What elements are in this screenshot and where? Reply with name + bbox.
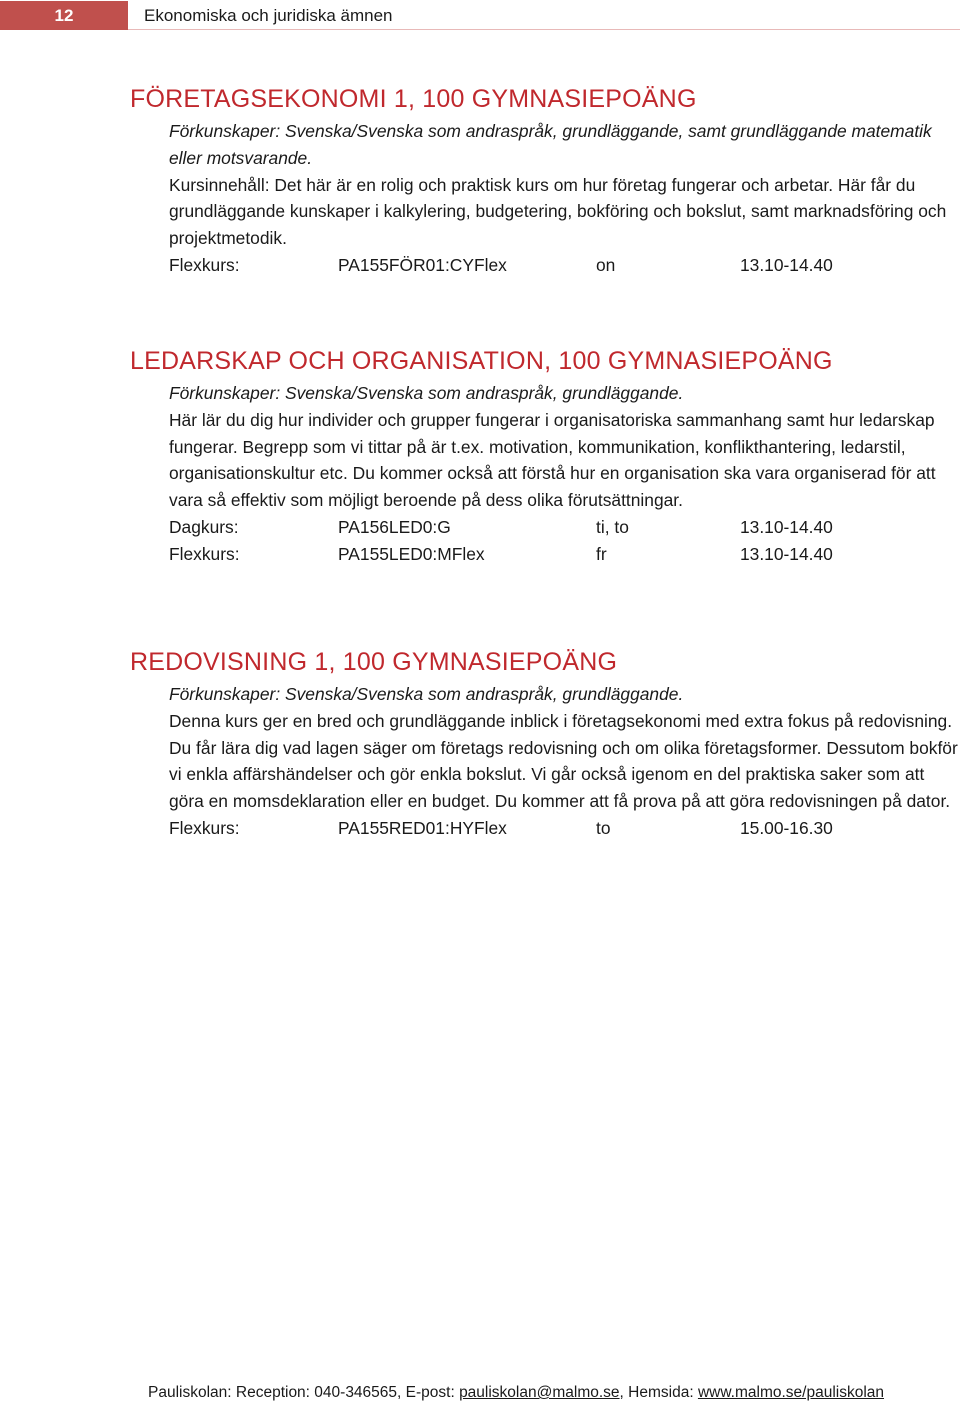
schedule-day: on <box>596 254 616 275</box>
schedule-type: Flexkurs: <box>169 543 240 564</box>
course-section-redovisning <box>130 647 958 842</box>
course-prerequisites: Förkunskaper: Svenska/Svenska som andraspråk, grundläggande. <box>169 383 684 403</box>
footer-website-link[interactable]: www.malmo.se/pauliskolan <box>697 1384 885 1401</box>
footer-separator: , Hemsida: <box>619 1384 698 1401</box>
footer-contact: Pauliskolan: Reception: 040-346565, E-post: <box>148 1384 460 1401</box>
header-title: Ekonomiska och juridiska ämnen <box>144 6 393 25</box>
course-title: FÖRETAGSEKONOMI 1, 100 GYMNASIEPOÄNG <box>130 85 697 113</box>
schedule-time: 15.00-16.30 <box>740 817 833 838</box>
schedule-row <box>169 541 944 568</box>
page-number: 12 <box>0 1 128 30</box>
schedule-time: 13.10-14.40 <box>740 516 833 537</box>
schedule-type: Dagkurs: <box>169 516 239 537</box>
course-prerequisites: Förkunskaper: Svenska/Svenska som andraspråk, grundläggande. <box>169 684 684 704</box>
schedule-code: PA155RED01:HYFlex <box>338 817 507 838</box>
course-title: LEDARSKAP OCH ORGANISATION, 100 GYMNASIEPOÄNG <box>130 347 833 375</box>
schedule-day: ti, to <box>596 516 629 537</box>
schedule-row <box>169 815 959 842</box>
course-description: Här lär du dig hur individer och grupper fungerar i organisatoriska sammanhang samt hur ledarskap fungerar. Begrepp som vi tittar på är t.ex. motivation, kommunikation, konflikthantering, ledarstil, organisationskultur etc. Du kommer också att förstå hur en organisation ska vara organiserad för att vara så effektiv som möjligt beroende på dess olika förutsättningar. <box>169 409 936 511</box>
course-title: REDOVISNING 1, 100 GYMNASIEPOÄNG <box>130 648 618 676</box>
schedule-time: 13.10-14.40 <box>740 543 833 564</box>
schedule-row <box>169 252 949 279</box>
page-footer <box>148 1384 884 1402</box>
schedule-code: PA155FÖR01:CYFlex <box>338 254 507 275</box>
schedule-type: Flexkurs: <box>169 817 240 838</box>
schedule-code: PA156LED0:G <box>338 516 451 537</box>
schedule-day: fr <box>596 543 607 564</box>
course-section-ledarskap <box>130 346 958 568</box>
course-section-foretagsekonomi <box>130 84 958 279</box>
schedule-row <box>169 514 944 541</box>
schedule-time: 13.10-14.40 <box>740 254 833 275</box>
schedule-day: to <box>596 817 611 838</box>
header-divider <box>128 29 960 30</box>
schedule-code: PA155LED0:MFlex <box>338 543 485 564</box>
page-header <box>0 0 960 32</box>
schedule-type: Flexkurs: <box>169 254 240 275</box>
footer-email-link[interactable]: pauliskolan@malmo.se <box>459 1384 620 1401</box>
course-description: Denna kurs ger en bred och grundläggande inblick i företagsekonomi med extra fokus på redovisning. Du får lära dig vad lagen säger om företags redovisning och om olika företagsformer. Dessutom bokför vi enkla affärshändelser och gör enkla bokslut. Vi går också igenom en del praktiska saker som att göra en momsdeklaration eller en budget. Du kommer att få prova på att göra redovisningen på dator. <box>169 710 958 812</box>
course-prerequisites: Förkunskaper: Svenska/Svenska som andraspråk, grundläggande, samt grundläggande matematik eller motsvarande. <box>169 121 932 168</box>
course-description: Kursinnehåll: Det här är en rolig och praktisk kurs om hur företag fungerar och arbetar. Här får du grundläggande kunskaper i kalkylering, budgetering, bokföring och bokslut, samt marknadsföring och projektmetodik. <box>169 174 947 249</box>
